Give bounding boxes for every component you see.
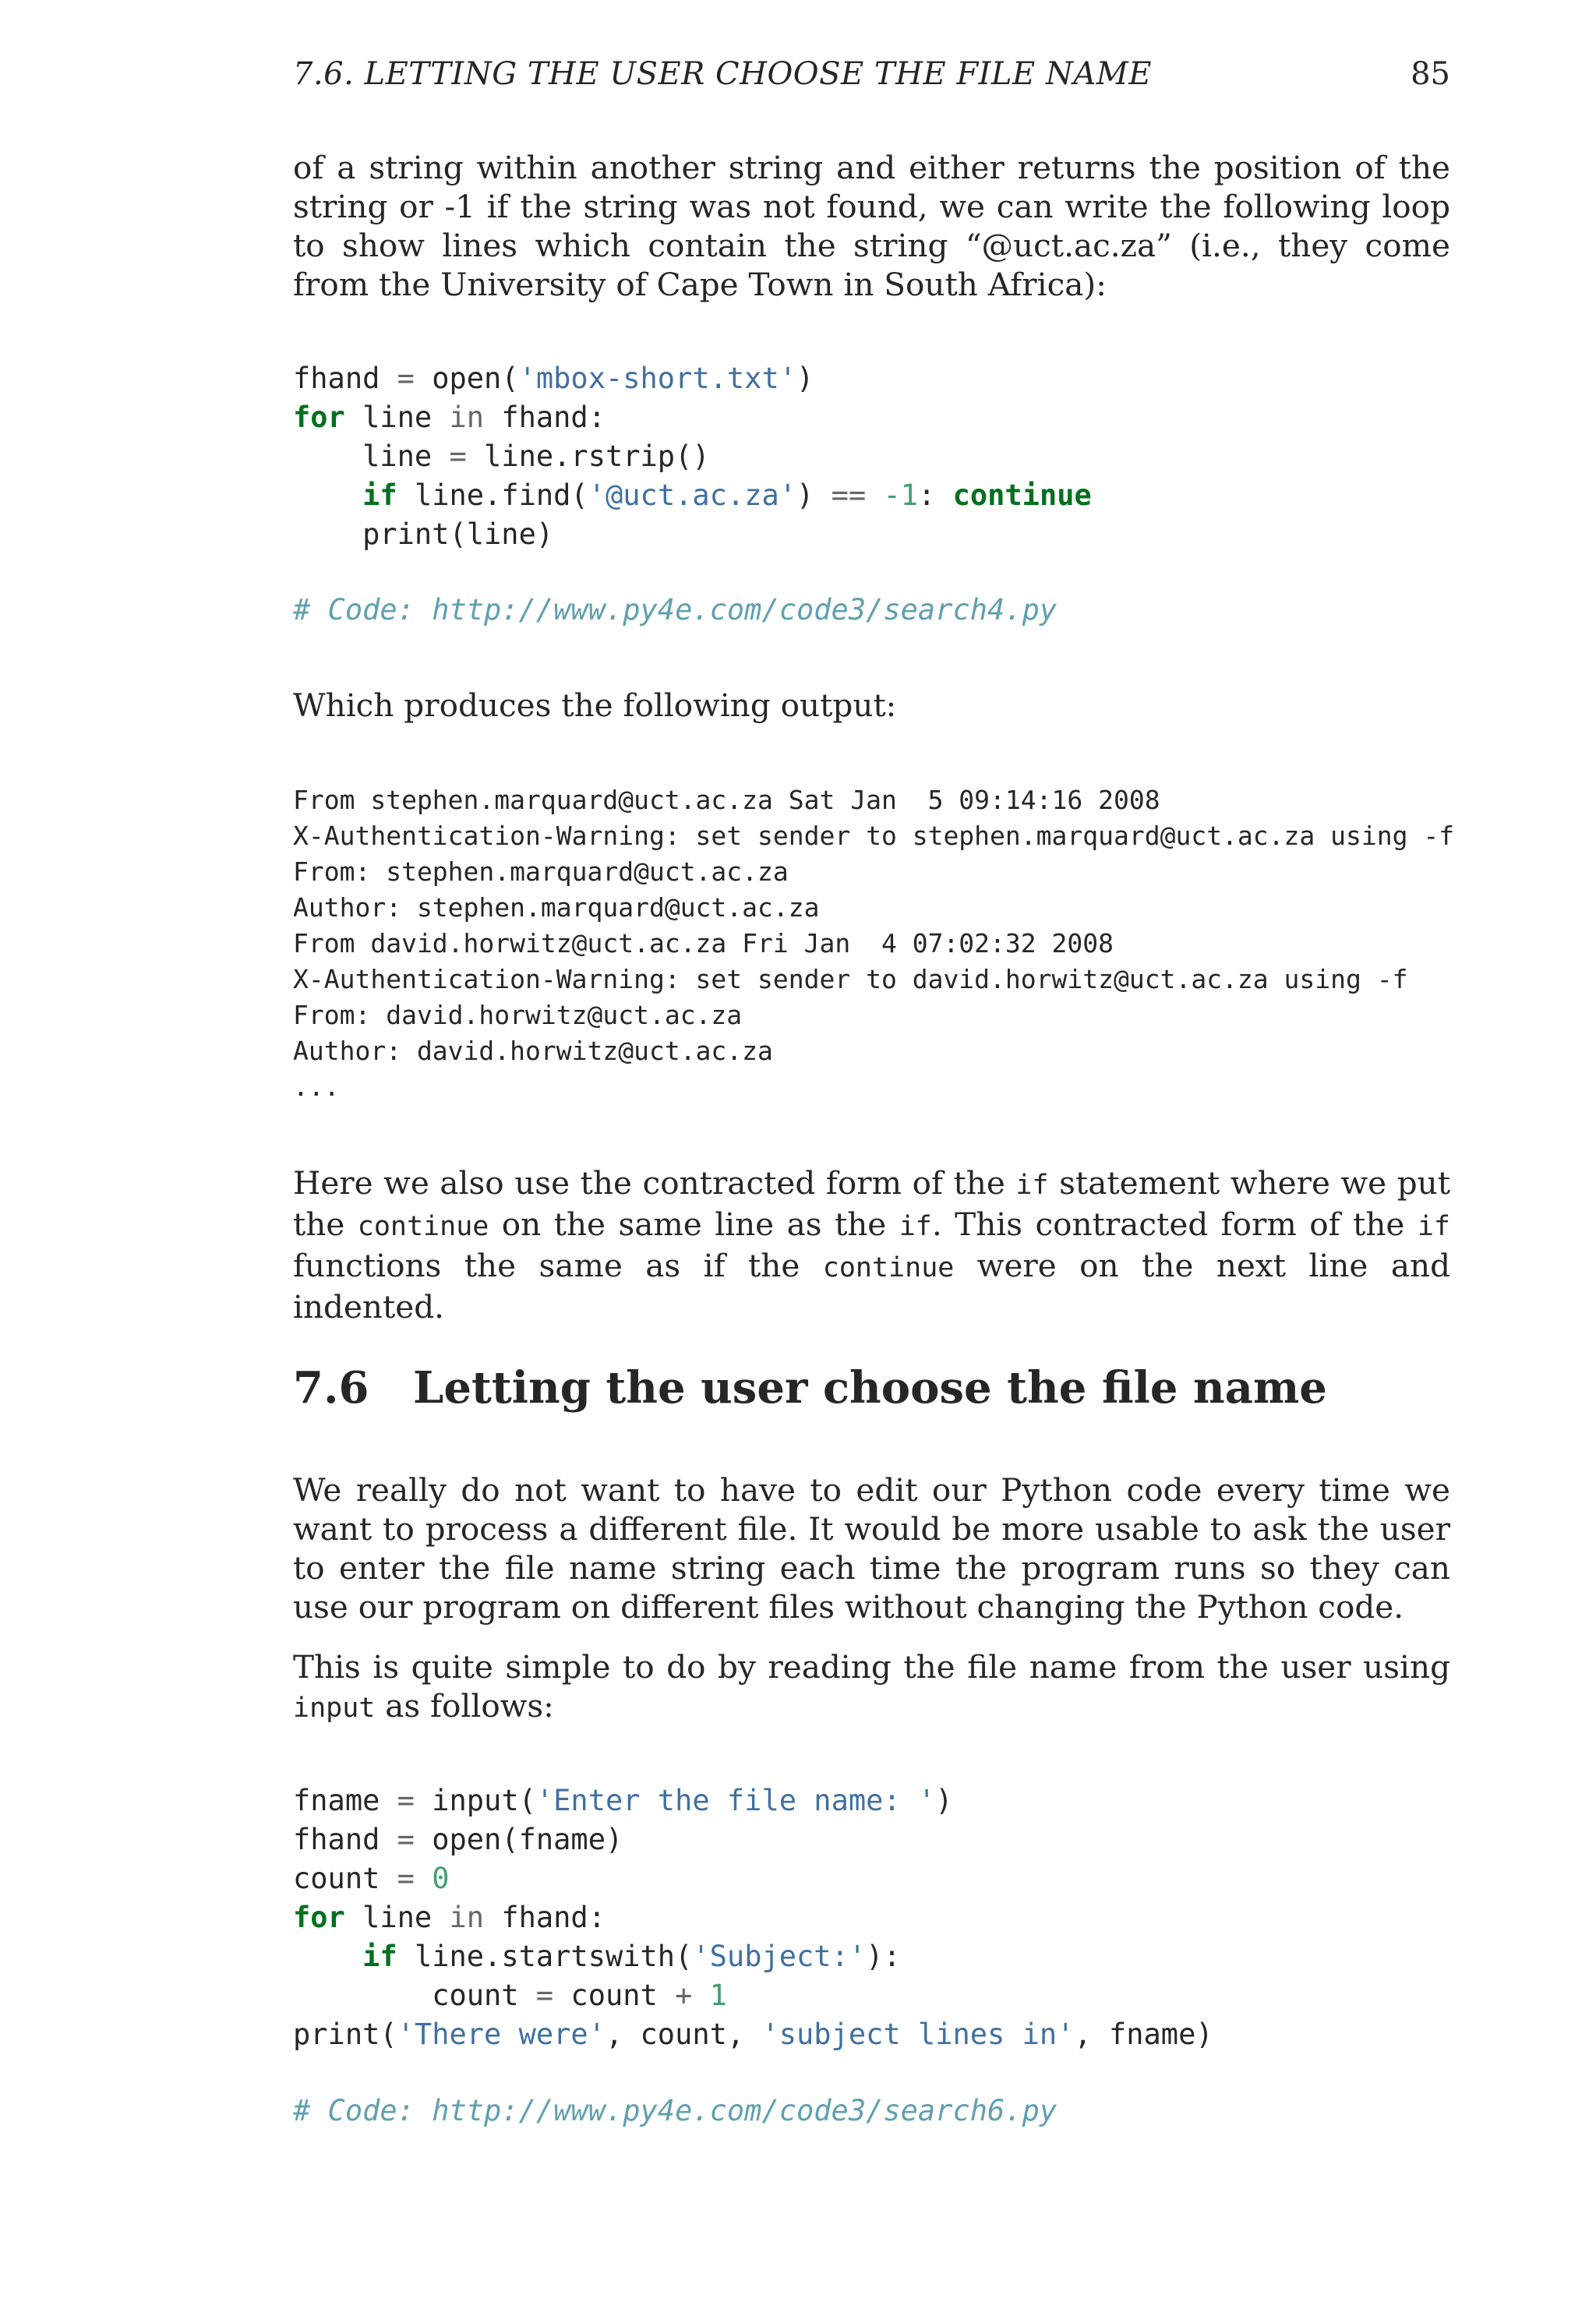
section-heading: [293, 1362, 1450, 1414]
code-source-comment: # Code: http://www.py4e.com/code3/search4.py: [293, 593, 1058, 627]
program-output: [293, 782, 1455, 1105]
output-line: ...: [293, 1072, 340, 1102]
page-number: 85: [1411, 56, 1450, 92]
code-block-search4: [293, 359, 1450, 554]
code-line: print('There were', count, 'subject lines in', fname): [293, 2018, 1213, 2051]
code-line: count = 0: [293, 1862, 450, 1895]
code-source-comment: # Code: http://www.py4e.com/code3/search6.py: [293, 2094, 1058, 2127]
section-number: 7.6: [293, 1362, 369, 1414]
output-line: From david.horwitz@uct.ac.za Fri Jan 4 07:02:32 2008: [293, 928, 1114, 959]
section-paragraph-2: This is quite simple to do by reading the file name from the user using input as follows:: [293, 1648, 1450, 1725]
code-line: for line in fhand:: [293, 401, 606, 434]
code-line: print(line): [293, 517, 554, 551]
code-line: fhand = open(fname): [293, 1823, 623, 1856]
code-line: line = line.rstrip(): [293, 440, 710, 473]
code-line: if line.startswith('Subject:'):: [362, 1940, 901, 1973]
output-line: From: david.horwitz@uct.ac.za: [293, 1000, 743, 1030]
output-line: Author: david.horwitz@uct.ac.za: [293, 1036, 773, 1066]
code-line: fname = input('Enter the file name: '): [293, 1784, 953, 1817]
section-title: Letting the user choose the file name: [413, 1362, 1327, 1414]
code-block-search6: [293, 1781, 1450, 2054]
running-head-title: 7.6. LETTING THE USER CHOOSE THE FILE NAME: [293, 56, 1152, 92]
intro-paragraph: of a string within another string and either returns the position of the string or -1 if the string was not found, we can write the following loop to show lines which contain the string “@uct.ac.za” (i.e., they come from the University of Cape Town in South Africa):: [293, 149, 1450, 303]
output-line: X-Authentication-Warning: set sender to stephen.marquard@uct.ac.za using -f: [293, 821, 1455, 851]
output-line: From: stephen.marquard@uct.ac.za: [293, 856, 789, 887]
section-paragraph-1: We really do not want to have to edit our Python code every time we want to process a different file. It would be more usable to ask the user to enter the file name string each time the program runs so they can use our program on different files without changing the Python code.: [293, 1471, 1450, 1626]
code-line: count = count + 1: [293, 1979, 727, 2012]
output-line: Author: stephen.marquard@uct.ac.za: [293, 892, 820, 923]
output-line: From stephen.marquard@uct.ac.za Sat Jan 5 09:14:16 2008: [293, 785, 1160, 815]
output-line: X-Authentication-Warning: set sender to david.horwitz@uct.ac.za using -f: [293, 964, 1408, 994]
code-line: for line in fhand:: [293, 1901, 606, 1934]
running-head: [293, 56, 1450, 92]
code-line: if line.find('@uct.ac.za') == -1: continue: [362, 478, 1092, 512]
code-line: fhand = open('mbox-short.txt'): [293, 362, 814, 395]
output-intro: Which produces the following output:: [293, 687, 897, 724]
contracted-form-paragraph: Here we also use the contracted form of the if statement where we put the continue on the same line as the if. This contracted form of the if functions the same as if the continue were on the next line and indented.: [293, 1164, 1450, 1326]
